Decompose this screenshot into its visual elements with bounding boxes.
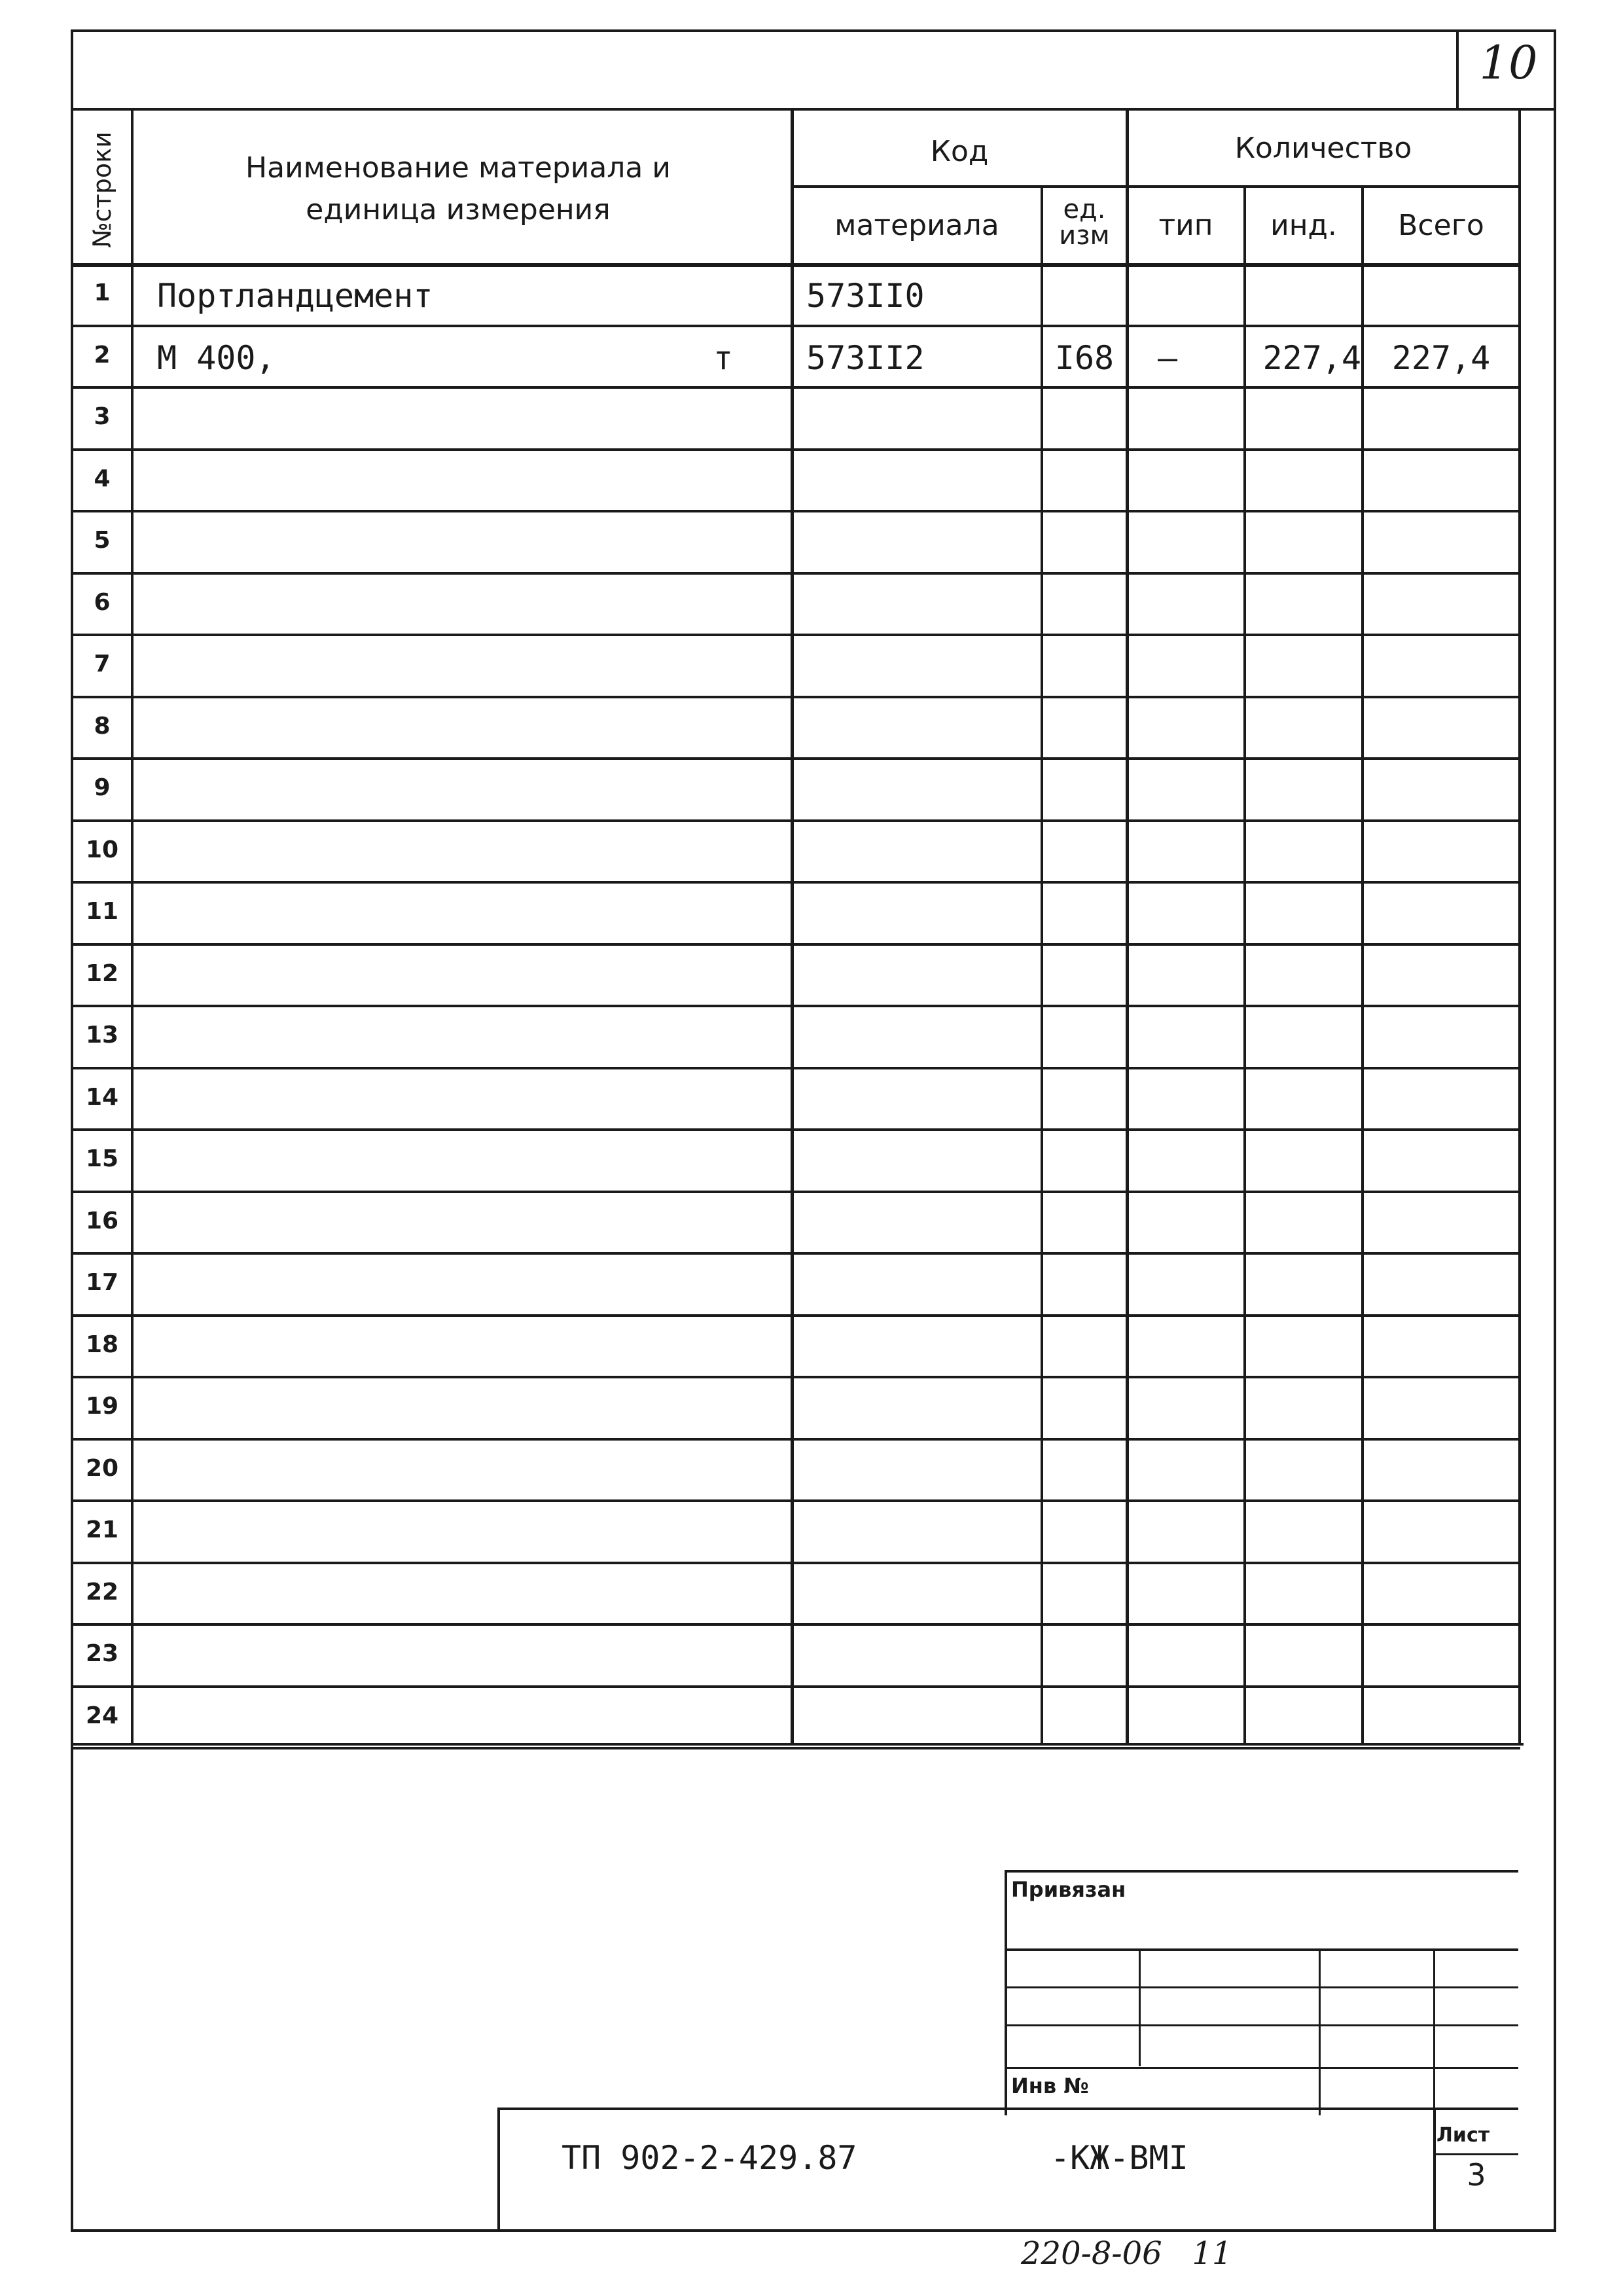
row-separator — [71, 1499, 1520, 1502]
row-separator — [71, 1005, 1520, 1007]
row-separator — [71, 325, 1520, 327]
row-number: 16 — [85, 1207, 119, 1234]
row-number: 11 — [85, 898, 119, 925]
header-qty: Количество — [1234, 132, 1412, 165]
row-separator — [71, 881, 1520, 884]
row-number: 7 — [94, 651, 111, 677]
row-number: 24 — [85, 1702, 119, 1729]
row-number: 12 — [85, 960, 119, 987]
row-number: 14 — [85, 1083, 119, 1111]
stamp-col-3 — [1433, 1948, 1435, 2115]
header-bottom — [71, 263, 1520, 267]
table-bottom-border — [71, 1743, 1524, 1746]
stamp-col-1 — [1139, 1948, 1141, 2066]
row-separator — [71, 572, 1520, 575]
row-number: 17 — [85, 1269, 119, 1296]
row-separator — [71, 1314, 1520, 1317]
header-qty-total: Всего — [1398, 209, 1484, 242]
row-number: 21 — [85, 1516, 119, 1543]
row-number: 10 — [85, 836, 119, 863]
title-block-top — [497, 2108, 1518, 2110]
stamp-top — [1005, 1870, 1518, 1873]
row-separator — [71, 448, 1520, 451]
row-separator — [71, 1128, 1520, 1131]
row-number: 8 — [94, 712, 111, 740]
stamp-line-4 — [1005, 2067, 1518, 2069]
col-sep-ind-total — [1361, 187, 1364, 1746]
row-separator — [71, 943, 1520, 946]
row-separator — [71, 1562, 1520, 1564]
stamp-privyazan: Привязан — [1011, 1877, 1126, 1902]
cell-qty-type: – — [1157, 338, 1178, 377]
page-number-divider — [1456, 29, 1459, 108]
row-number: 3 — [94, 403, 111, 430]
header-code-unit: ед. изм — [1059, 194, 1110, 251]
row-separator — [71, 510, 1520, 512]
row-number: 6 — [94, 588, 111, 616]
stamp-left — [1005, 1870, 1007, 2115]
header-qty-type: тип — [1158, 209, 1213, 242]
title-block-sheet-line — [1433, 2153, 1518, 2155]
row-number: 23 — [85, 1640, 119, 1667]
row-separator — [71, 1376, 1520, 1378]
row-separator — [71, 634, 1520, 636]
sheet-number: 3 — [1467, 2157, 1486, 2193]
cell-code: 573II2 — [806, 338, 925, 377]
row-number: 22 — [85, 1578, 119, 1605]
row-separator — [71, 1747, 1520, 1749]
cell-name: М 400, — [157, 338, 276, 377]
cell-qty-total: 227,4 — [1391, 338, 1491, 377]
row-separator — [71, 819, 1520, 822]
stamp-line-1 — [1005, 1948, 1518, 1951]
cell-code: 573II0 — [806, 277, 925, 315]
header-subline — [791, 185, 1520, 188]
row-separator — [71, 1252, 1520, 1255]
row-separator — [71, 1685, 1520, 1688]
row-separator — [71, 1191, 1520, 1193]
row-number: 9 — [94, 774, 111, 801]
row-number: 18 — [85, 1331, 119, 1358]
sheet-label: Лист — [1436, 2124, 1490, 2147]
col-sep-type-ind — [1243, 187, 1246, 1746]
row-separator — [71, 1438, 1520, 1441]
stamp-inv-no: Инв № — [1011, 2073, 1089, 2098]
stamp-col-2 — [1319, 1948, 1321, 2115]
row-separator — [71, 696, 1520, 698]
stamp-line-3 — [1005, 2024, 1518, 2026]
row-number: 15 — [85, 1145, 119, 1172]
col-sep-code-unit — [1041, 187, 1043, 1746]
row-number: 4 — [94, 465, 111, 492]
cell-name: Портландцемент — [157, 277, 433, 315]
doc-code: ТП 902-2-429.87 — [562, 2139, 857, 2177]
header-row-number: №строки — [88, 132, 117, 248]
header-name: Наименование материала и единица измерения — [245, 151, 671, 226]
archive-number: 220-8-06 11 — [1021, 2235, 1232, 2272]
table-top-border — [71, 108, 1556, 111]
cell-qty-ind: 227,4 — [1262, 338, 1361, 377]
row-separator — [71, 1623, 1520, 1626]
header-qty-ind: инд. — [1270, 209, 1337, 242]
row-separator — [71, 386, 1520, 389]
row-number: 2 — [94, 341, 111, 368]
row-number: 13 — [85, 1022, 119, 1049]
row-number: 20 — [85, 1454, 119, 1482]
cell-unit: т — [713, 338, 734, 377]
row-separator — [71, 757, 1520, 760]
header-code: Код — [930, 135, 989, 168]
title-block-left — [497, 2108, 500, 2232]
row-number: 1 — [94, 279, 111, 306]
page-number: 10 — [1479, 36, 1538, 90]
row-separator — [71, 1067, 1520, 1069]
stamp-line-2 — [1005, 1986, 1518, 1988]
row-number: 5 — [94, 527, 111, 554]
cell-unit-code: I68 — [1054, 338, 1115, 377]
doc-suffix: -КЖ-ВМI — [1050, 2139, 1188, 2177]
row-number: 19 — [85, 1393, 119, 1420]
header-code-material: материала — [834, 209, 999, 242]
